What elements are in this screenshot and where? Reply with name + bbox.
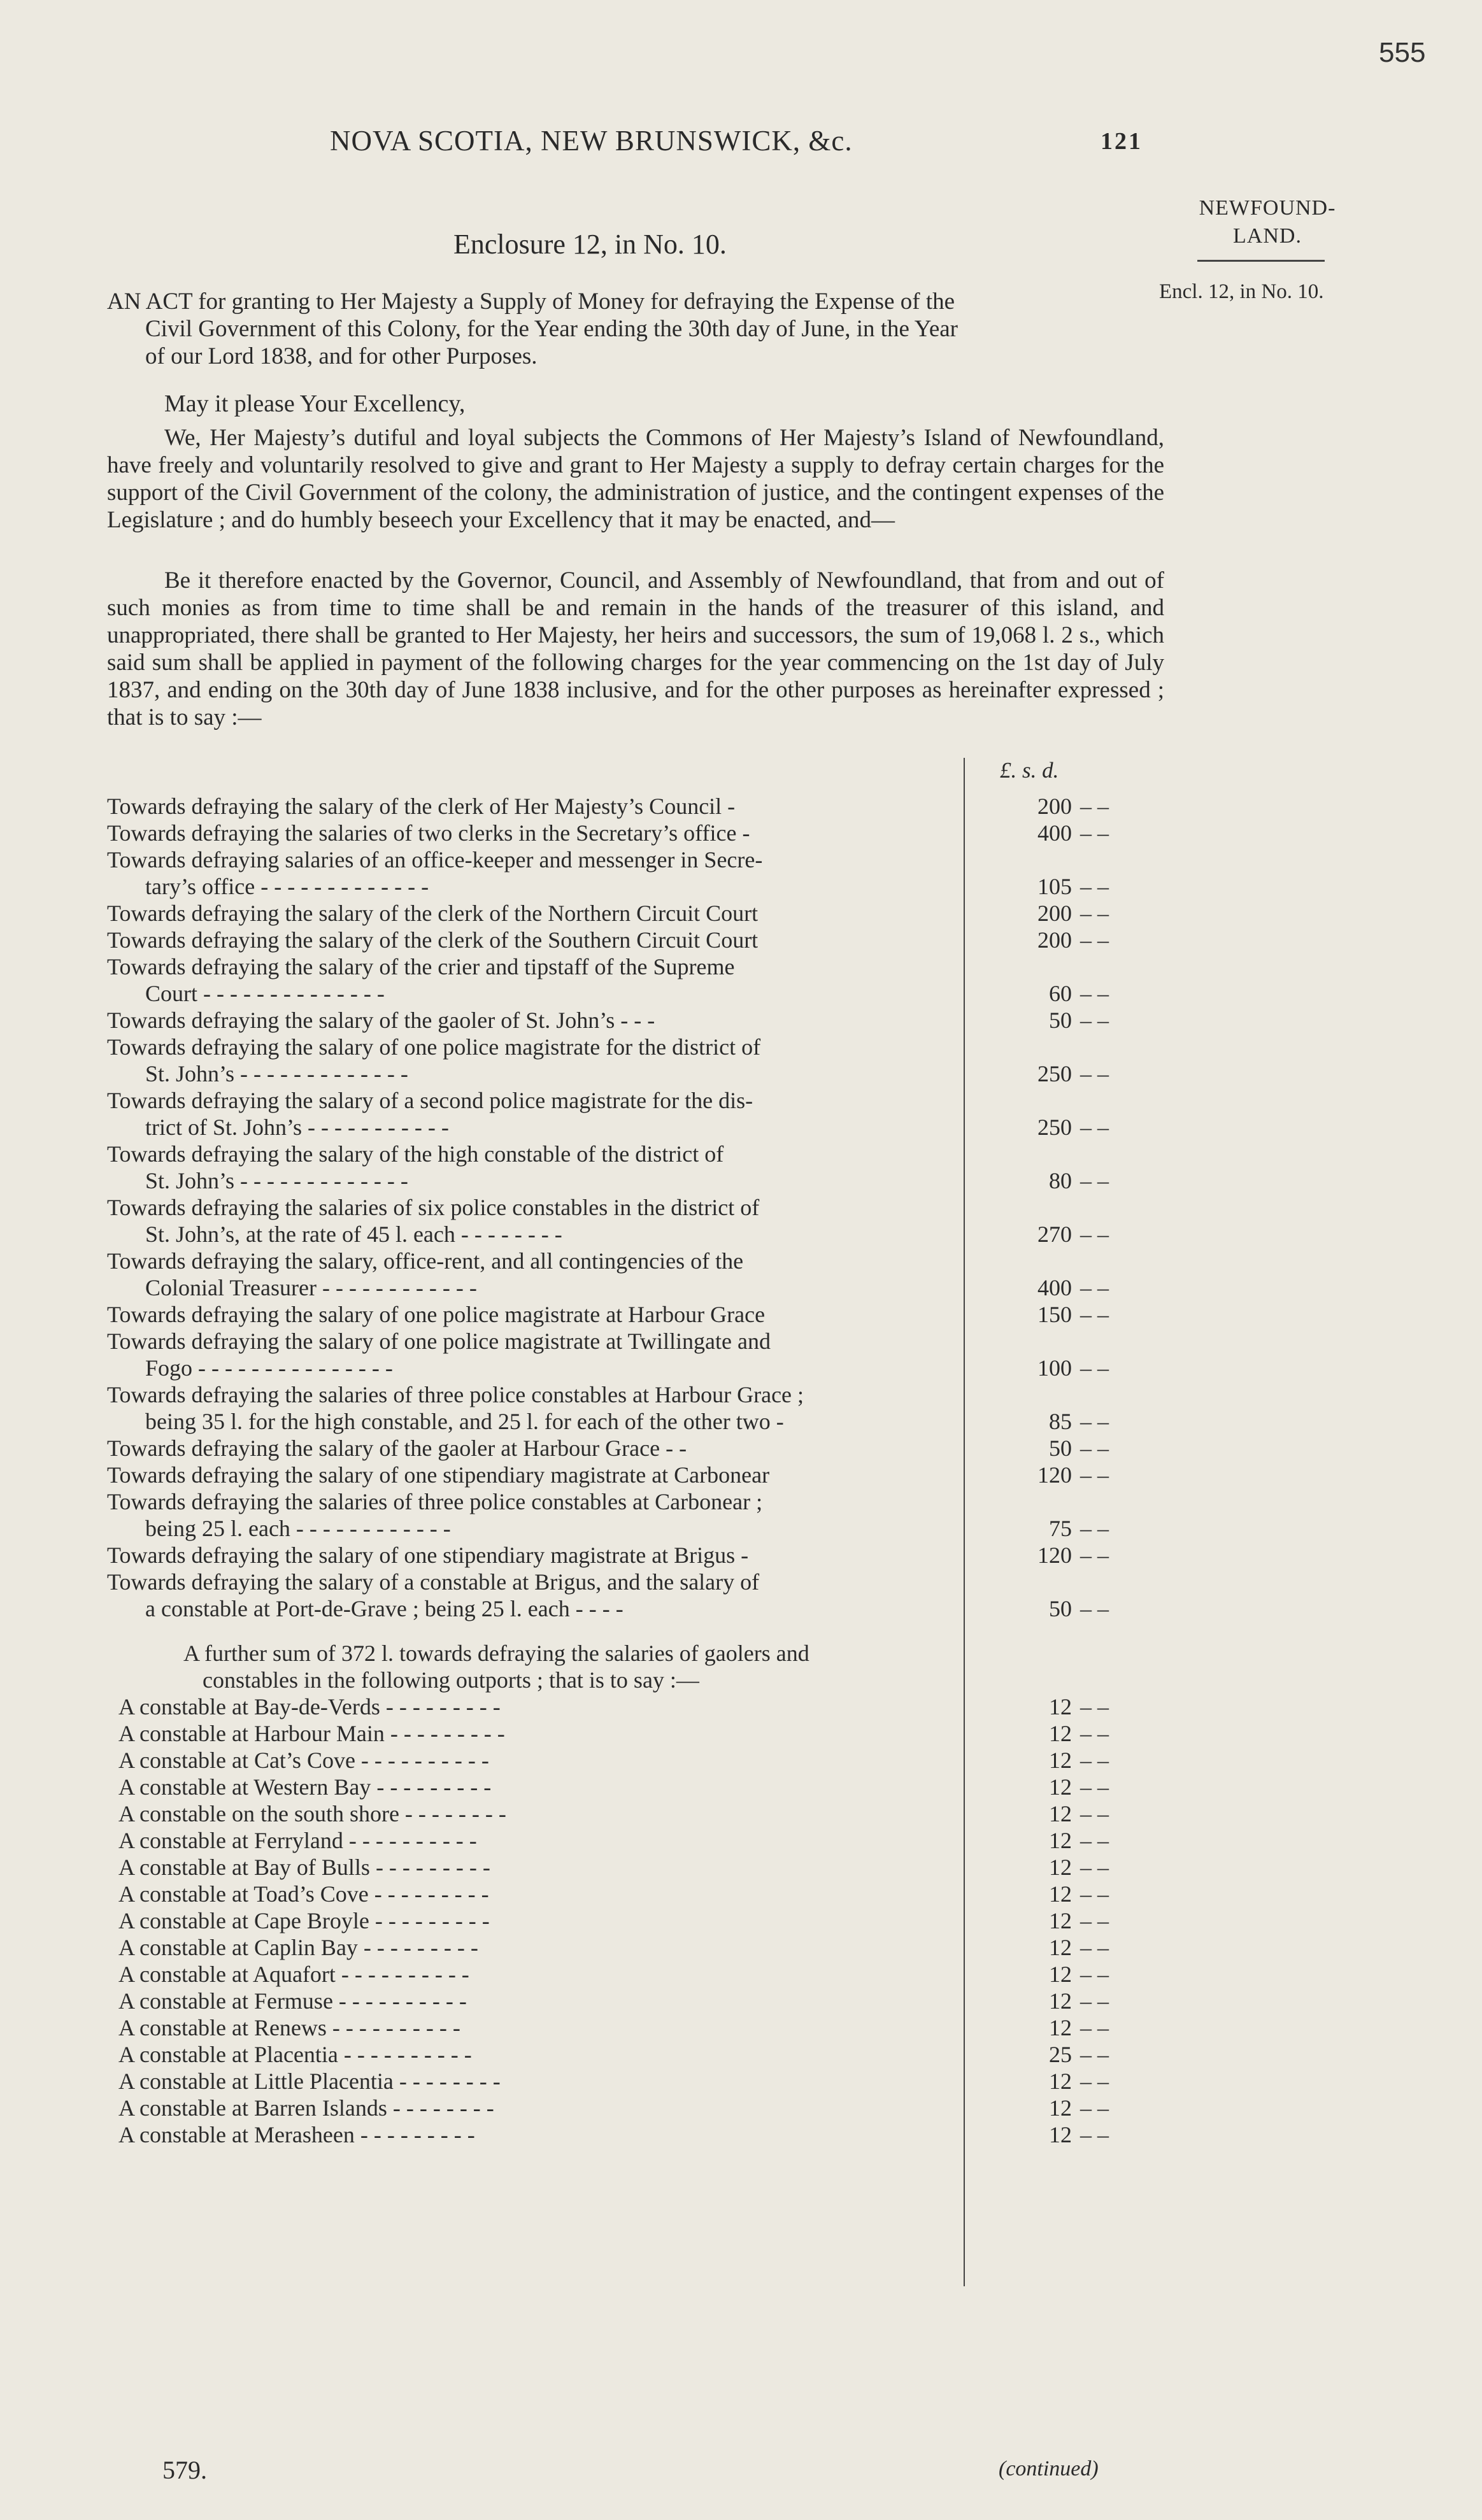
table-row bbox=[107, 1328, 1177, 1381]
item-shillings-pence: – – bbox=[1080, 794, 1109, 819]
constable-location: A constable at Western Bay - - - - - - - - - bbox=[118, 1774, 492, 1800]
constable-amount: 12 bbox=[1049, 1854, 1072, 1880]
table-row bbox=[107, 1087, 1177, 1141]
constable-amount: 12 bbox=[1049, 2068, 1072, 2094]
constable-location: A constable at Caplin Bay - - - - - - - - - bbox=[118, 1935, 478, 1960]
item-shillings-pence: – – bbox=[1080, 1462, 1109, 1488]
act-title-line: of our Lord 1838, and for other Purposes. bbox=[145, 343, 538, 369]
item-description-continued: St. John’s - - - - - - - - - - - - - bbox=[145, 1168, 408, 1193]
item-amount: 200 bbox=[1037, 794, 1072, 819]
item-description-continued: Court - - - - - - - - - - - - - - bbox=[145, 981, 385, 1006]
item-description: Towards defraying the salary of the crier and tipstaff of the Supreme bbox=[107, 954, 735, 979]
constable-amount: 12 bbox=[1049, 1694, 1072, 1719]
table-row bbox=[107, 1488, 1177, 1542]
item-description-continued: a constable at Port-de-Grave ; being 25 l. each - - - - bbox=[145, 1596, 623, 1621]
currency-header: £. s. d. bbox=[1000, 758, 1059, 783]
table-row bbox=[107, 793, 1177, 820]
constable-location: A constable at Bay of Bulls - - - - - - - - - bbox=[118, 1854, 490, 1880]
constable-location: A constable at Fermuse - - - - - - - - - - bbox=[118, 1988, 467, 2014]
item-amount: 270 bbox=[1037, 1221, 1072, 1247]
footer-sheet-number: 579. bbox=[162, 2456, 207, 2484]
item-description-continued: Fogo - - - - - - - - - - - - - - - bbox=[145, 1355, 393, 1381]
table-row bbox=[107, 1141, 1177, 1194]
table-row bbox=[107, 1569, 1177, 1622]
constable-location: A constable at Harbour Main - - - - - - - - - bbox=[118, 1721, 505, 1746]
act-title-line: AN ACT for granting to Her Majesty a Supply of Money for defraying the Expense of the bbox=[107, 288, 955, 315]
table-row bbox=[107, 1248, 1177, 1301]
running-head: NOVA SCOTIA, NEW BRUNSWICK, &c. bbox=[330, 125, 853, 157]
item-description: Towards defraying the salaries of six police constables in the district of bbox=[107, 1195, 760, 1220]
constable-location: A constable at Placentia - - - - - - - - - - bbox=[118, 2042, 472, 2067]
constable-location: A constable at Aquafort - - - - - - - - - - bbox=[118, 1961, 469, 1987]
enclosure-title: Enclosure 12, in No. 10. bbox=[453, 229, 727, 260]
item-shillings-pence: – – bbox=[1080, 1114, 1109, 1140]
preamble-paragraph: We, Her Majesty’s dutiful and loyal subjects the Commons of Her Majesty’s Island of Newfoundland, have freely and voluntarily resolved to give and grant to Her Majesty a supply to defray certain charges for the support of the Civil Government of the colony, the administration of justice, and the contingent expenses of the Legislature ; and do humbly beseech your Excellency that it may be enacted, and— bbox=[107, 425, 1164, 533]
item-amount: 80 bbox=[1049, 1168, 1072, 1193]
constable-location: A constable at Little Placentia - - - - - - - - bbox=[118, 2068, 501, 2094]
item-description: Towards defraying the salary of one police magistrate at Harbour Grace bbox=[107, 1302, 766, 1327]
item-amount: 120 bbox=[1037, 1462, 1072, 1488]
enacting-paragraph: Be it therefore enacted by the Governor, Council, and Assembly of Newfoundland, that from and out of such monies as from time to time shall be and remain in the hands of the treasurer of this island, and unappropriated, there shall be granted to Her Majesty, her heirs and successors, the sum of 19,068 l. 2 s., which said sum shall be applied in payment of the following charges for the year commencing on the 1st day of July 1837, and ending on the 30th day of June 1838 inclusive, and for the other purposes as hereinafter expressed ; that is to say :— bbox=[107, 567, 1164, 730]
constable-amount: 12 bbox=[1049, 1881, 1072, 1907]
constable-shillings-pence: – – bbox=[1080, 2095, 1109, 2121]
item-amount: 200 bbox=[1037, 927, 1072, 953]
further-sum-heading: A further sum of 372 l. towards defraying the salaries of gaolers and bbox=[183, 1641, 809, 1666]
item-amount: 75 bbox=[1049, 1516, 1072, 1541]
item-shillings-pence: – – bbox=[1080, 1542, 1109, 1568]
table-row bbox=[107, 1462, 1177, 1488]
item-amount: 85 bbox=[1049, 1409, 1072, 1434]
table-row bbox=[107, 1194, 1177, 1248]
margin-enclosure-note: Encl. 12, in No. 10. bbox=[1159, 280, 1324, 303]
item-shillings-pence: – – bbox=[1080, 1302, 1109, 1327]
item-description: Towards defraying the salary of the clerk of the Southern Circuit Court bbox=[107, 927, 759, 953]
constable-amount: 12 bbox=[1049, 1935, 1072, 1960]
item-amount: 400 bbox=[1037, 1275, 1072, 1300]
item-description: Towards defraying the salaries of three police constables at Harbour Grace ; bbox=[107, 1382, 804, 1407]
item-description-continued: being 25 l. each - - - - - - - - - - - - bbox=[145, 1516, 451, 1541]
item-description-continued: being 35 l. for the high constable, and 25 l. for each of the other two - bbox=[145, 1409, 784, 1434]
constable-shillings-pence: – – bbox=[1080, 1774, 1109, 1800]
constable-amount: 12 bbox=[1049, 2015, 1072, 2040]
page-number: 555 bbox=[1379, 37, 1426, 68]
item-description: Towards defraying the salary of one police magistrate at Twillingate and bbox=[107, 1328, 771, 1354]
table-row bbox=[107, 1301, 1177, 1328]
item-description: Towards defraying the salaries of two clerks in the Secretary’s office - bbox=[107, 820, 750, 846]
constable-amount: 12 bbox=[1049, 1828, 1072, 1853]
table-row bbox=[107, 1435, 1177, 1462]
item-description-continued: tary’s office - - - - - - - - - - - - - bbox=[145, 874, 429, 899]
item-amount: 105 bbox=[1037, 874, 1072, 899]
constable-amount: 12 bbox=[1049, 2122, 1072, 2147]
item-description: Towards defraying the salary of the clerk of Her Majesty’s Council - bbox=[107, 794, 736, 819]
act-title bbox=[107, 288, 1164, 370]
constable-amount: 12 bbox=[1049, 2095, 1072, 2121]
constable-amount: 12 bbox=[1049, 1988, 1072, 2014]
constable-shillings-pence: – – bbox=[1080, 2042, 1109, 2067]
constable-shillings-pence: – – bbox=[1080, 1908, 1109, 1933]
constable-location: A constable at Ferryland - - - - - - - - - - bbox=[118, 1828, 477, 1853]
act-title-line: Civil Government of this Colony, for the Year ending the 30th day of June, in the Year bbox=[145, 316, 958, 342]
item-description-continued: trict of St. John’s - - - - - - - - - - - bbox=[145, 1114, 449, 1140]
constable-location: A constable at Bay-de-Verds - - - - - - - - - bbox=[118, 1694, 501, 1719]
table-row bbox=[107, 1007, 1177, 1034]
item-shillings-pence: – – bbox=[1080, 1409, 1109, 1434]
item-amount: 50 bbox=[1049, 1596, 1072, 1621]
constable-shillings-pence: – – bbox=[1080, 1828, 1109, 1853]
constable-location: A constable at Merasheen - - - - - - - - - bbox=[118, 2122, 475, 2147]
item-shillings-pence: – – bbox=[1080, 1275, 1109, 1300]
item-description: Towards defraying the salary of one police magistrate for the district of bbox=[107, 1034, 761, 1060]
item-description: Towards defraying the salary of one stipendiary magistrate at Brigus - bbox=[107, 1542, 749, 1568]
item-amount: 250 bbox=[1037, 1061, 1072, 1086]
constable-location: A constable at Cat’s Cove - - - - - - - - - - bbox=[118, 1748, 489, 1773]
constable-location: A constable at Cape Broyle - - - - - - - - - bbox=[118, 1908, 490, 1933]
constable-location: A constable at Toad’s Cove - - - - - - - - - bbox=[118, 1881, 489, 1907]
constable-location: A constable on the south shore - - - - - - - - bbox=[118, 1801, 506, 1826]
constable-amount: 12 bbox=[1049, 1961, 1072, 1987]
item-shillings-pence: – – bbox=[1080, 927, 1109, 953]
item-description: Towards defraying the salary of the clerk of the Northern Circuit Court bbox=[107, 901, 759, 926]
item-shillings-pence: – – bbox=[1080, 1168, 1109, 1193]
item-shillings-pence: – – bbox=[1080, 1061, 1109, 1086]
item-description: Towards defraying salaries of an office-keeper and messenger in Secre- bbox=[107, 847, 763, 872]
item-description: Towards defraying the salary of the high constable of the district of bbox=[107, 1141, 724, 1167]
constable-shillings-pence: – – bbox=[1080, 1935, 1109, 1960]
constable-shillings-pence: – – bbox=[1080, 1694, 1109, 1719]
item-description-continued: St. John’s - - - - - - - - - - - - - bbox=[145, 1061, 408, 1086]
constable-shillings-pence: – – bbox=[1080, 2122, 1109, 2147]
constable-shillings-pence: – – bbox=[1080, 2015, 1109, 2040]
item-shillings-pence: – – bbox=[1080, 981, 1109, 1006]
item-amount: 250 bbox=[1037, 1114, 1072, 1140]
constable-shillings-pence: – – bbox=[1080, 1801, 1109, 1826]
table-row bbox=[107, 1381, 1177, 1435]
table-row bbox=[107, 846, 1177, 900]
constable-amount: 12 bbox=[1049, 1748, 1072, 1773]
item-description: Towards defraying the salaries of three police constables at Carbonear ; bbox=[107, 1489, 763, 1514]
constable-amount: 12 bbox=[1049, 1774, 1072, 1800]
item-amount: 60 bbox=[1049, 981, 1072, 1006]
constable-amount: 25 bbox=[1049, 2042, 1072, 2067]
footer-continued: (continued) bbox=[999, 2457, 1099, 2481]
constable-shillings-pence: – – bbox=[1080, 1854, 1109, 1880]
item-shillings-pence: – – bbox=[1080, 1435, 1109, 1461]
item-description: Towards defraying the salary, office-rent, and all contingencies of the bbox=[107, 1248, 744, 1274]
item-description: Towards defraying the salary of a constable at Brigus, and the salary of bbox=[107, 1569, 760, 1595]
constable-location: A constable at Barren Islands - - - - - - - - bbox=[118, 2095, 494, 2121]
item-description: Towards defraying the salary of the gaoler of St. John’s - - - bbox=[107, 1007, 655, 1033]
salutation: May it please Your Excellency, bbox=[164, 390, 466, 417]
item-shillings-pence: – – bbox=[1080, 1355, 1109, 1381]
item-shillings-pence: – – bbox=[1080, 1516, 1109, 1541]
item-shillings-pence: – – bbox=[1080, 874, 1109, 899]
constable-amount: 12 bbox=[1049, 1721, 1072, 1746]
further-sum-heading-continued: constables in the following outports ; that is to say :— bbox=[203, 1667, 699, 1693]
margin-colony-label: NEWFOUND- LAND. bbox=[1199, 196, 1336, 248]
item-amount: 100 bbox=[1037, 1355, 1072, 1381]
item-description: Towards defraying the salary of the gaoler at Harbour Grace - - bbox=[107, 1435, 687, 1461]
constable-location: A constable at Renews - - - - - - - - - - bbox=[118, 2015, 460, 2040]
item-shillings-pence: – – bbox=[1080, 1007, 1109, 1033]
item-description: Towards defraying the salary of a second police magistrate for the dis- bbox=[107, 1088, 753, 1113]
table-row bbox=[107, 820, 1177, 846]
item-amount: 120 bbox=[1037, 1542, 1072, 1568]
item-description-continued: Colonial Treasurer - - - - - - - - - - - - bbox=[145, 1275, 477, 1300]
item-amount: 400 bbox=[1037, 820, 1072, 846]
constable-shillings-pence: – – bbox=[1080, 1988, 1109, 2014]
table-row bbox=[107, 1542, 1177, 1569]
item-shillings-pence: – – bbox=[1080, 901, 1109, 926]
margin-divider bbox=[1197, 260, 1325, 262]
constable-shillings-pence: – – bbox=[1080, 1721, 1109, 1746]
table-row bbox=[107, 1034, 1177, 1087]
constable-shillings-pence: – – bbox=[1080, 2068, 1109, 2094]
item-amount: 200 bbox=[1037, 901, 1072, 926]
table-row bbox=[107, 900, 1177, 927]
folio-number: 121 bbox=[1101, 128, 1143, 155]
table-row bbox=[107, 927, 1177, 953]
constable-shillings-pence: – – bbox=[1080, 1881, 1109, 1907]
item-amount: 50 bbox=[1049, 1007, 1072, 1033]
item-amount: 50 bbox=[1049, 1435, 1072, 1461]
item-description-continued: St. John’s, at the rate of 45 l. each - - - - - - - - bbox=[145, 1221, 562, 1247]
item-amount: 150 bbox=[1037, 1302, 1072, 1327]
item-shillings-pence: – – bbox=[1080, 1221, 1109, 1247]
table-row bbox=[107, 953, 1177, 1007]
item-shillings-pence: – – bbox=[1080, 820, 1109, 846]
constable-amount: 12 bbox=[1049, 1908, 1072, 1933]
item-shillings-pence: – – bbox=[1080, 1596, 1109, 1621]
item-description: Towards defraying the salary of one stipendiary magistrate at Carbonear bbox=[107, 1462, 770, 1488]
constable-shillings-pence: – – bbox=[1080, 1961, 1109, 1987]
constable-amount: 12 bbox=[1049, 1801, 1072, 1826]
constable-shillings-pence: – – bbox=[1080, 1748, 1109, 1773]
